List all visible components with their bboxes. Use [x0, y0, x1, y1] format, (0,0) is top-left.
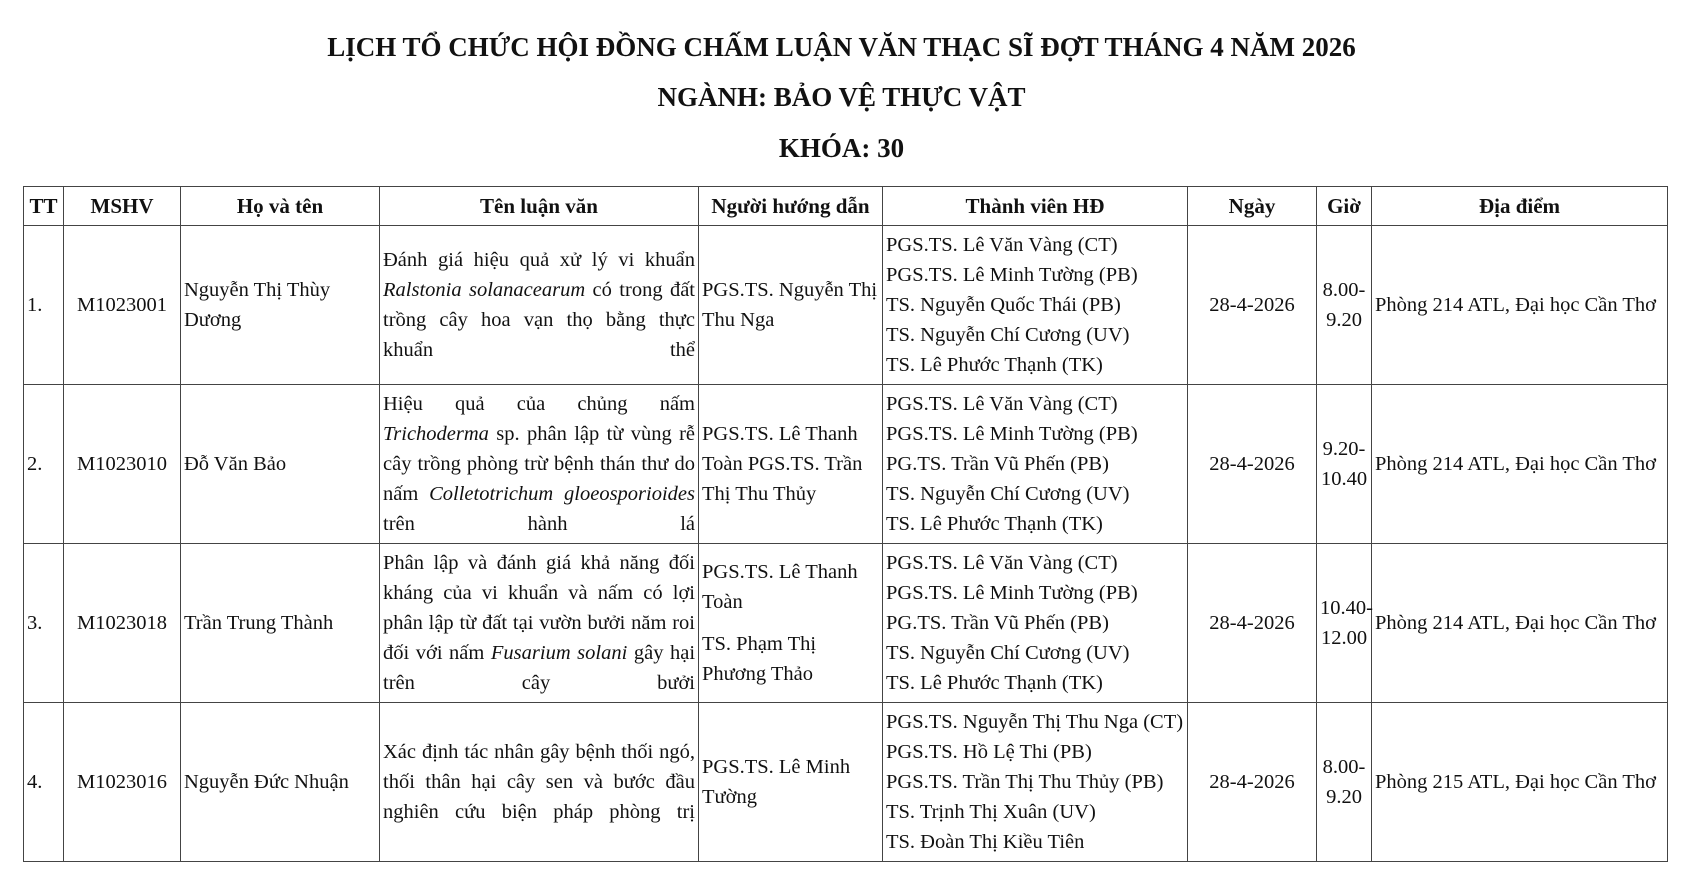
table-row	[24, 226, 1668, 385]
member-item: TS. Nguyễn Chí Cương (UV)	[886, 642, 1130, 664]
cell-thesis	[380, 544, 699, 703]
cell-thesis	[380, 703, 699, 862]
table-row	[24, 703, 1668, 862]
member-item: TS. Lê Phước Thạnh (TK)	[886, 672, 1103, 694]
member-item: PGS.TS. Nguyễn Thị Thu Nga (CT)	[886, 711, 1184, 733]
member-item: PGS.TS. Hồ Lệ Thi (PB)	[886, 741, 1092, 763]
member-item: PGS.TS. Lê Văn Vàng (CT)	[886, 234, 1118, 256]
member-item: PG.TS. Trần Vũ Phến (PB)	[886, 612, 1109, 634]
cell-name: Đỗ Văn Bảo	[181, 385, 380, 544]
cell-time: 8.00-9.20	[1317, 703, 1372, 862]
advisor-primary: PGS.TS. Lê Thanh Toàn	[702, 561, 858, 613]
advisor-secondary: TS. Phạm Thị Phương Thảo	[702, 633, 817, 685]
member-item: TS. Lê Phước Thạnh (TK)	[886, 354, 1103, 376]
cell-advisor: PGS.TS. Lê Minh Tường	[699, 703, 883, 862]
cell-members	[883, 703, 1188, 862]
thesis-text: Đánh giá hiệu quả xử lý vi khuẩn	[383, 249, 695, 271]
cell-tt: 4.	[24, 703, 64, 862]
cell-tt: 1.	[24, 226, 64, 385]
cell-advisor	[699, 544, 883, 703]
header-name: Họ và tên	[181, 187, 380, 226]
cell-time: 10.40-12.00	[1317, 544, 1372, 703]
advisor-spacer	[702, 617, 879, 629]
member-item: PG.TS. Trần Vũ Phến (PB)	[886, 453, 1109, 475]
cell-advisor: PGS.TS. Lê Thanh Toàn PGS.TS. Trần Thị Thu Thủy	[699, 385, 883, 544]
member-item: PGS.TS. Lê Minh Tường (PB)	[886, 423, 1138, 445]
cell-name: Trần Trung Thành	[181, 544, 380, 703]
cell-place: Phòng 215 ATL, Đại học Cần Thơ	[1372, 703, 1668, 862]
member-item: TS. Nguyễn Chí Cương (UV)	[886, 483, 1130, 505]
cell-tt: 3.	[24, 544, 64, 703]
cell-place: Phòng 214 ATL, Đại học Cần Thơ	[1372, 385, 1668, 544]
schedule-table	[23, 186, 1668, 862]
thesis-text: gây hại trên cây bưởi	[383, 642, 696, 694]
cell-name: Nguyễn Thị Thùy Dương	[181, 226, 380, 385]
thesis-species: Colletotrichum gloeosporioides	[429, 483, 695, 505]
thesis-text: Hiệu quả của chủng nấm	[383, 393, 695, 415]
member-item: PGS.TS. Lê Minh Tường (PB)	[886, 264, 1138, 286]
thesis-species: Ralstonia solanacearum	[383, 279, 586, 301]
thesis-text: Xác định tác nhân gây bệnh thối ngó, thối thân hại cây sen và bước đầu nghiên cứu biện pháp phòng trị	[383, 741, 695, 823]
thesis-species: Fusarium solani	[490, 642, 628, 664]
cell-time: 8.00-9.20	[1317, 226, 1372, 385]
member-item: TS. Lê Phước Thạnh (TK)	[886, 513, 1103, 535]
thesis-text: Phân lập và đánh giá khả năng đối kháng của vi khuẩn và nấm có lợi phân lập từ đất tại vườn bưởi năm roi đối với nấm	[383, 552, 695, 664]
table-header-row	[24, 187, 1668, 226]
header-mshv: MSHV	[64, 187, 181, 226]
header-time: Giờ	[1317, 187, 1372, 226]
cell-date: 28-4-2026	[1188, 385, 1317, 544]
header-advisor: Người hướng dẫn	[699, 187, 883, 226]
cell-time: 9.20-10.40	[1317, 385, 1372, 544]
cell-thesis	[380, 226, 699, 385]
member-item: TS. Đoàn Thị Kiều Tiên	[886, 831, 1085, 853]
document-title: LỊCH TỔ CHỨC HỘI ĐỒNG CHẤM LUẬN VĂN THẠC SĨ ĐỢT THÁNG 4 NĂM 2026	[327, 32, 1356, 62]
cell-place: Phòng 214 ATL, Đại học Cần Thơ	[1372, 544, 1668, 703]
cell-name: Nguyễn Đức Nhuận	[181, 703, 380, 862]
member-item: PGS.TS. Lê Văn Vàng (CT)	[886, 552, 1118, 574]
header-date: Ngày	[1188, 187, 1317, 226]
thesis-text: trên hành lá	[383, 513, 695, 535]
major-title: NGÀNH: BẢO VỆ THỰC VẬT	[657, 82, 1026, 112]
cell-place: Phòng 214 ATL, Đại học Cần Thơ	[1372, 226, 1668, 385]
member-item: TS. Nguyễn Quốc Thái (PB)	[886, 294, 1121, 316]
table-row	[24, 544, 1668, 703]
thesis-text: có trong đất trồng cây hoa vạn thọ bằng thực khuẩn thể	[383, 279, 696, 361]
thesis-species: Trichoderma	[383, 423, 489, 445]
cell-date: 28-4-2026	[1188, 544, 1317, 703]
course-title: KHÓA: 30	[778, 133, 905, 163]
cell-thesis	[380, 385, 699, 544]
member-item: PGS.TS. Trần Thị Thu Thủy (PB)	[886, 771, 1164, 793]
cell-date: 28-4-2026	[1188, 703, 1317, 862]
header-place: Địa điểm	[1372, 187, 1668, 226]
cell-members	[883, 385, 1188, 544]
header-thesis: Tên luận văn	[380, 187, 699, 226]
cell-tt: 2.	[24, 385, 64, 544]
thesis-text: sp. phân lập từ vùng rễ cây trồng phòng trừ bệnh thán thư do nấm	[383, 423, 696, 505]
cell-members	[883, 544, 1188, 703]
member-item: TS. Nguyễn Chí Cương (UV)	[886, 324, 1130, 346]
cell-members	[883, 226, 1188, 385]
member-item: TS. Trịnh Thị Xuân (UV)	[886, 801, 1096, 823]
member-item: PGS.TS. Lê Minh Tường (PB)	[886, 582, 1138, 604]
cell-advisor: PGS.TS. Nguyễn Thị Thu Nga	[699, 226, 883, 385]
cell-date: 28-4-2026	[1188, 226, 1317, 385]
table-row	[24, 385, 1668, 544]
header-tt: TT	[24, 187, 64, 226]
cell-mshv: M1023001	[64, 226, 181, 385]
member-item: PGS.TS. Lê Văn Vàng (CT)	[886, 393, 1118, 415]
cell-mshv: M1023010	[64, 385, 181, 544]
cell-mshv: M1023016	[64, 703, 181, 862]
cell-mshv: M1023018	[64, 544, 181, 703]
header-members: Thành viên HĐ	[883, 187, 1188, 226]
